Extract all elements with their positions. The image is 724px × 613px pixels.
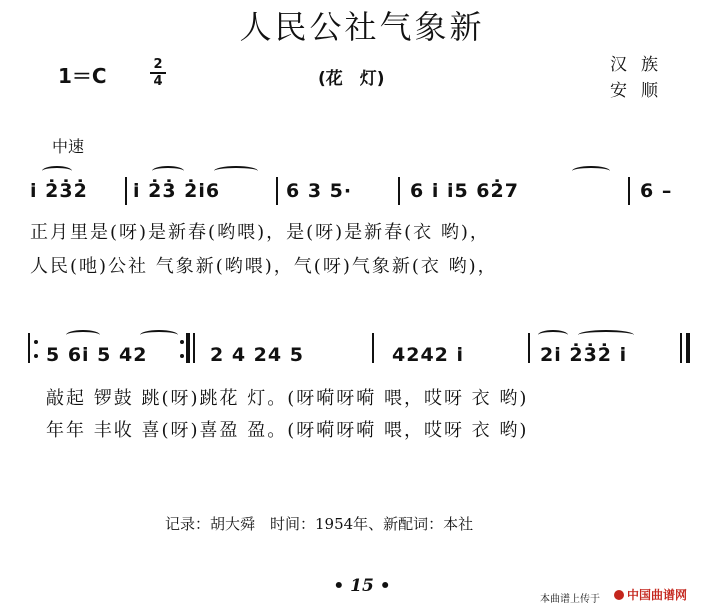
repeat-dot [180,340,184,344]
logo-text: 中国曲谱网 [627,588,688,602]
measure: 6 – [640,180,673,202]
measure: 6 i i5 62̇7 [410,180,519,202]
barline [125,177,127,205]
barline [398,177,400,205]
credit-place: 安顺 [610,81,672,101]
lyric-line-1: 正月里是(呀)是新春(哟喂)，是(呀)是新春(衣 哟)， [30,222,490,243]
lyric-line-2: 年年 丰收 喜(呀)喜盈 盈。(呀嗬呀嗬 喂，哎呀 衣 哟) [46,420,529,441]
lyric-line-1: 敲起 锣鼓 跳(呀)跳花 灯。(呀嗬呀嗬 喂，哎呀 衣 哟) [46,388,529,409]
slur [152,166,184,176]
barline [276,177,278,205]
slur [42,166,72,176]
genre-label: (花 灯) [318,69,385,89]
recording-credit: 记录：胡大舜 时间：1954年、新配词：本社 [165,515,474,533]
slur [66,330,100,340]
key-signature: 1＝C [58,64,107,88]
logo-icon [614,590,624,600]
final-barline [686,333,690,363]
barline-repeat [193,333,195,363]
lyric-line-2: 人民(吔)公社 气象新(哟喂)，气(呀)气象新(衣 哟)， [30,256,498,277]
measure: 5 6i 5 42 [46,344,148,366]
barline [628,177,630,205]
slur [538,330,568,340]
page-number: • 15 • [333,576,391,596]
barline-repeat [186,333,190,363]
repeat-dot [34,340,38,344]
measure: 2i 2̇3̇2̇ i [540,344,628,366]
barline-repeat [28,333,30,363]
slur [572,166,610,176]
measure: 6 3 5· [286,180,353,202]
measure: 4242 i [392,344,465,366]
final-barline [680,333,682,363]
slur [214,166,258,176]
time-signature-top: 2 [153,57,163,72]
site-logo [614,586,687,603]
repeat-dot [180,354,184,358]
time-signature [150,58,166,88]
slur [140,330,178,340]
time-signature-bottom: 4 [153,74,163,89]
measure: i 2̇3̇ 2̇i6 [133,180,221,202]
upload-note: 本曲谱上传于 [540,594,600,605]
measure: 2 4 24 5 [210,344,304,366]
slur [578,330,634,340]
repeat-dot [34,354,38,358]
barline [528,333,530,363]
measure: i 2̇3̇2̇ [30,180,88,202]
tempo-marking: 中速 [52,137,85,156]
song-title: 人民公社气象新 [239,8,485,46]
barline [372,333,374,363]
credit-ethnicity: 汉族 [610,55,672,75]
